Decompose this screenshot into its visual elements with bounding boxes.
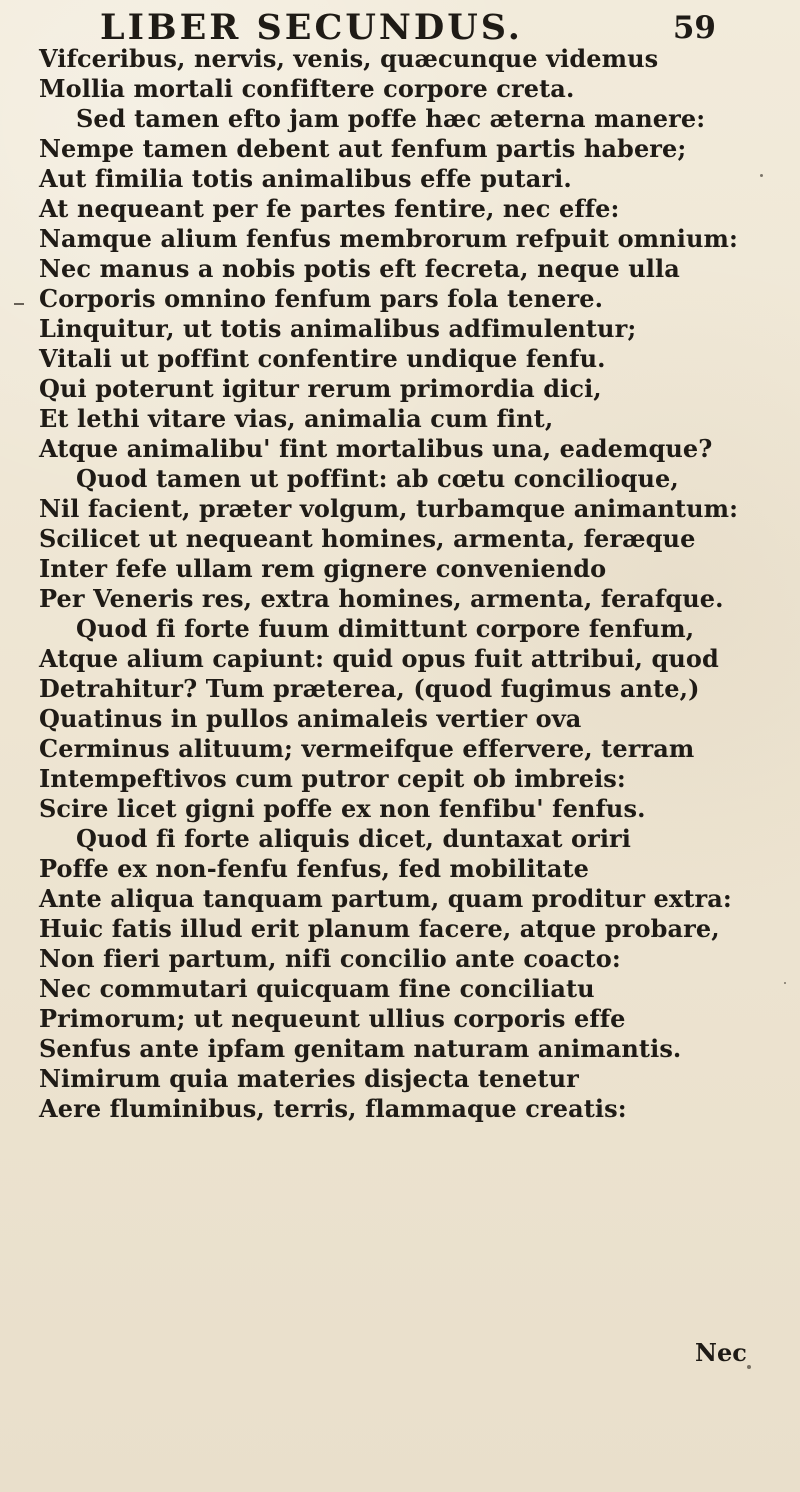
- paper-speck: [747, 1365, 751, 1369]
- paper-speck: [784, 982, 786, 984]
- text-line-3: Sed tamen efto jam poffe hæc æterna manere:: [76, 104, 706, 133]
- text-line-32: Nec commutari quicquam fine conciliatu: [39, 974, 595, 1003]
- text-line-30: Huic fatis illud erit planum facere, atque probare,: [39, 914, 720, 943]
- text-line-17: Scilicet ut nequeant homines, armenta, feræque: [39, 524, 696, 553]
- text-line-12: Qui poterunt igitur rerum primordia dici,: [39, 374, 602, 403]
- text-line-14: Atque animalibu' fint mortalibus una, eademque?: [39, 434, 713, 463]
- text-line-8: Nec manus a nobis potis eft fecreta, neque ulla: [39, 254, 680, 283]
- text-line-28: Poffe ex non-fenfu fenfus, fed mobilitate: [39, 854, 590, 883]
- text-line-27: Quod fi forte aliquis dicet, duntaxat oriri: [76, 824, 632, 853]
- text-line-31: Non fieri partum, nifi concilio ante coacto:: [39, 944, 621, 973]
- text-line-26: Scire licet gigni poffe ex non fenfibu' fenfus.: [39, 794, 646, 823]
- text-line-25: Intempeftivos cum putror cepit ob imbreis:: [39, 764, 626, 793]
- text-line-11: Vitali ut poffint confentire undique fenfu.: [39, 344, 606, 373]
- text-line-15: Quod tamen ut poffint: ab cœtu concilioque,: [76, 464, 679, 493]
- paper-speck: [760, 174, 763, 177]
- text-line-2: Mollia mortali confiftere corpore creta.: [39, 74, 575, 103]
- text-line-18: Inter fefe ullam rem gignere conveniendo: [39, 554, 607, 583]
- text-line-1: Vifceribus, nervis, venis, quæcunque videmus: [39, 44, 659, 73]
- text-line-36: Aere fluminibus, terris, flammaque creatis:: [39, 1094, 627, 1123]
- text-line-19: Per Veneris res, extra homines, armenta, ferafque.: [39, 584, 724, 613]
- text-line-7: Namque alium fenfus membrorum refpuit omnium:: [39, 224, 738, 253]
- page-header: [100, 8, 720, 48]
- text-line-9: Corporis omnino fenfum pars fola tenere.: [39, 284, 604, 313]
- text-line-23: Quatinus in pullos animaleis vertier ova: [39, 704, 582, 733]
- text-line-33: Primorum; ut nequeunt ullius corporis effe: [39, 1004, 626, 1033]
- page-number: 59: [672, 10, 716, 46]
- text-line-6: At nequeant per fe partes fentire, nec effe:: [39, 194, 620, 223]
- text-line-16: Nil facient, præter volgum, turbamque animantum:: [39, 494, 739, 523]
- text-line-22: Detrahitur? Tum præterea, (quod fugimus ante,): [39, 674, 700, 703]
- text-line-34: Senfus ante ipfam genitam naturam animantis.: [39, 1034, 682, 1063]
- catchword: Nec: [695, 1338, 747, 1367]
- text-line-29: Ante aliqua tanquam partum, quam proditur extra:: [39, 884, 732, 913]
- text-line-35: Nimirum quia materies disjecta tenetur: [39, 1064, 579, 1093]
- text-line-10: Linquitur, ut totis animalibus adfimulentur;: [39, 314, 637, 343]
- text-line-20: Quod fi forte fuum dimittunt corpore fenfum,: [76, 614, 695, 643]
- text-line-24: Cerminus alituum; vermeifque effervere, terram: [39, 734, 695, 763]
- text-line-21: Atque alium capiunt: quid opus fuit attribui, quod: [39, 644, 719, 673]
- text-line-4: Nempe tamen debent aut fenfum partis habere;: [39, 134, 687, 163]
- text-line-13: Et lethi vitare vias, animalia cum fint,: [39, 404, 554, 433]
- margin-dash-mark: [14, 303, 24, 305]
- running-head: LIBER SECUNDUS.: [100, 7, 523, 48]
- text-line-5: Aut fimilia totis animalibus effe putari.: [39, 164, 572, 193]
